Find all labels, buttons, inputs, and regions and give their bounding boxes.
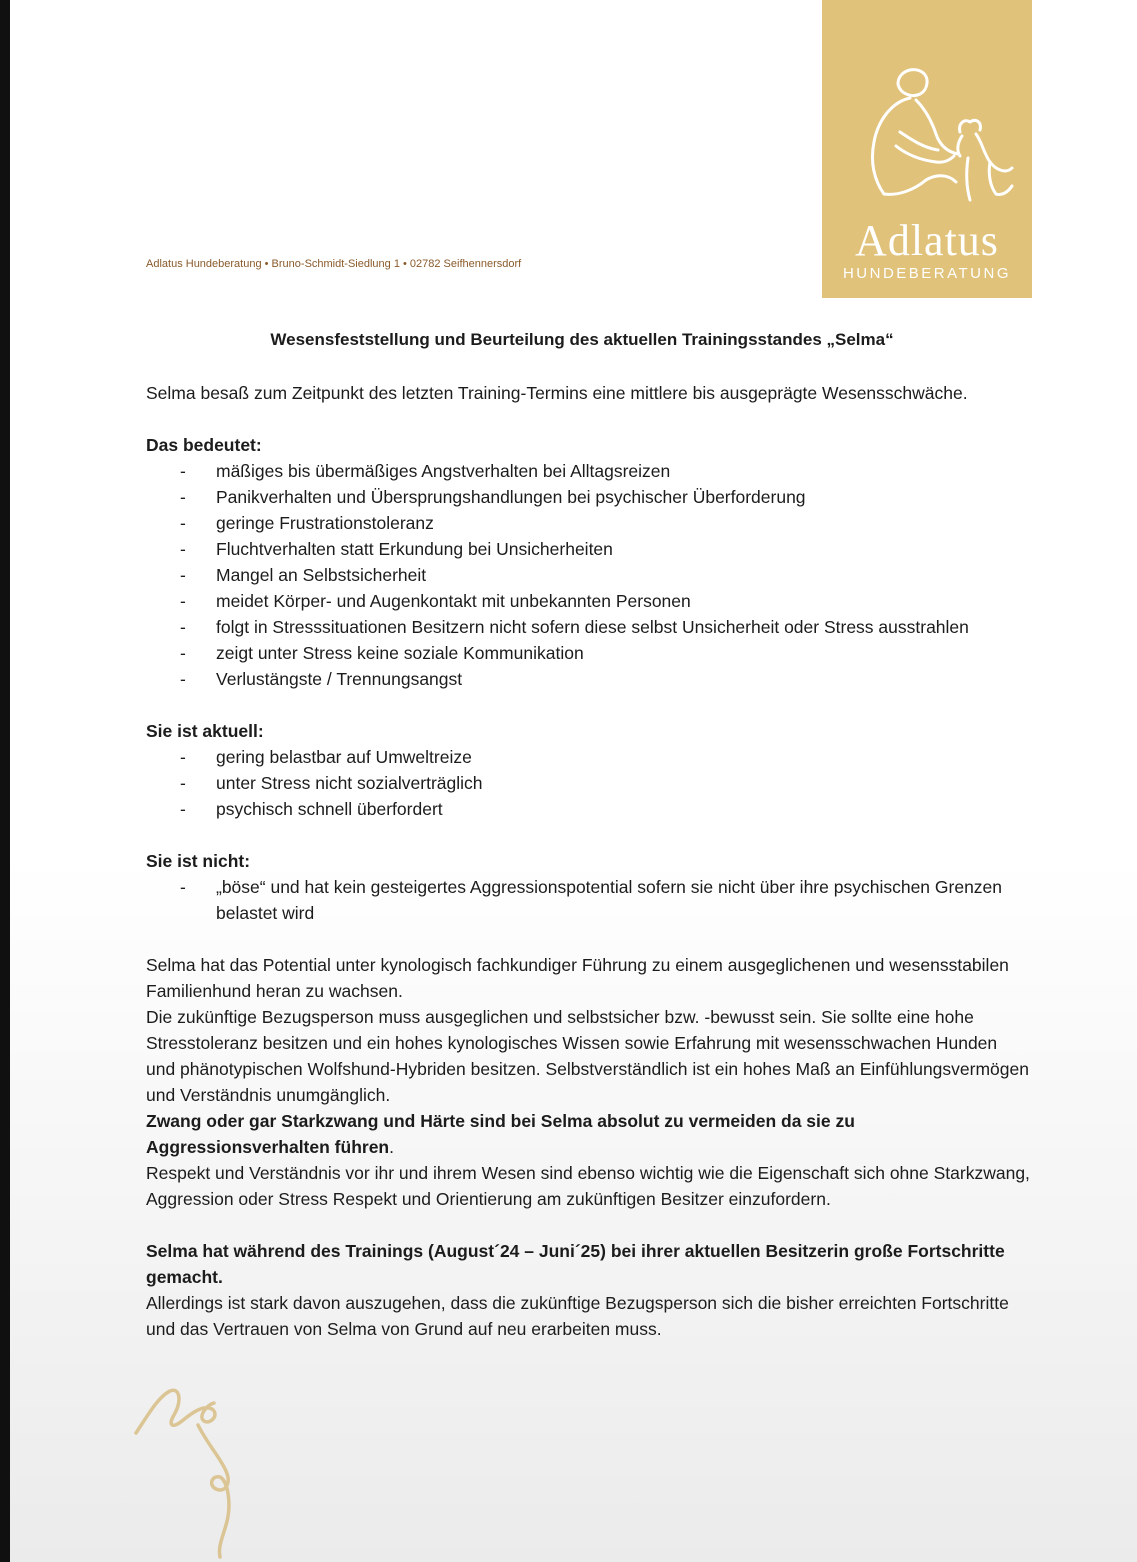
- list-item: - psychisch schnell überfordert: [180, 799, 443, 819]
- section-heading-aktuell: Sie ist aktuell:: [146, 721, 264, 741]
- paragraph-bezugsperson: Die zukünftige Bezugsperson muss ausgeglichen und selbstsicher bzw. -bewusst sein. Sie sollte eine hohe Stresstoleranz besitzen und ein hohes kynologisches Wissen sowie Erfahrung mit wesensschwachen Hunden und phänotypischen Wolfshund-Hybriden besitzen. Selbstverständlich ist ein hohes Maß an Einfühlungsvermögen und Verständnis unumgänglich.: [146, 1007, 1029, 1105]
- list-item: - „böse“ und hat kein gesteigertes Aggressionspotential sofern sie nicht über ihre psychischen Grenzen belastet wird: [180, 877, 1003, 923]
- list-item: - unter Stress nicht sozialverträglich: [180, 773, 483, 793]
- document-title: Wesensfeststellung und Beurteilung des aktuellen Trainingsstandes „Selma“: [270, 330, 894, 349]
- list-item: - gering belastbar auf Umweltreize: [180, 747, 472, 767]
- adlatus-logo: [822, 0, 1032, 298]
- logo-subtitle: HUNDEBERATUNG: [842, 265, 1012, 282]
- list-item: - Panikverhalten und Übersprungshandlungen bei psychischer Überforderung: [180, 487, 806, 507]
- person-with-dog-icon: [840, 62, 1020, 212]
- list-item: - mäßiges bis übermäßiges Angstverhalten bei Alltagsreizen: [180, 461, 671, 481]
- left-edge-bar: [0, 0, 10, 1562]
- handwritten-signature: [128, 1385, 268, 1560]
- logo-name: Adlatus: [855, 216, 999, 265]
- list-item: - zeigt unter Stress keine soziale Kommunikation: [180, 643, 584, 663]
- list-item: - Verlustängste / Trennungsangst: [180, 669, 463, 689]
- list-bedeutet: [146, 458, 1031, 692]
- paragraph-allerdings: Allerdings ist stark davon auszugehen, dass die zukünftige Bezugsperson sich die bisher erreichten Fortschritte und das Vertrauen von Selma von Grund auf neu erarbeiten muss.: [146, 1293, 1009, 1339]
- list-item: - folgt in Stresssituationen Besitzern nicht sofern diese selbst Unsicherheit oder Stress ausstrahlen: [180, 617, 969, 637]
- paragraph-potential: Selma hat das Potential unter kynologisch fachkundiger Führung zu einem ausgeglichenen und wesensstabilen Familienhund heran zu wachsen.: [146, 955, 1009, 1001]
- document-body: [146, 380, 1031, 1342]
- list-item: - geringe Frustrationstoleranz: [180, 513, 434, 533]
- paragraph-respekt: Respekt und Verständnis vor ihr und ihrem Wesen sind ebenso wichtig wie die Eigenschaft sich ohne Starkzwang, Aggression oder Stress Respekt und Orientierung am zukünftigen Besitzer einzufordern.: [146, 1163, 1030, 1209]
- list-nicht: [146, 874, 1031, 926]
- list-item: - meidet Körper- und Augenkontakt mit unbekannten Personen: [180, 591, 691, 611]
- list-item: - Mangel an Selbstsicherheit: [180, 565, 427, 585]
- list-aktuell: [146, 744, 1031, 822]
- list-item: - Fluchtverhalten statt Erkundung bei Unsicherheiten: [180, 539, 613, 559]
- sender-address: Adlatus Hundeberatung • Bruno-Schmidt-Siedlung 1 • 02782 Seifhennersdorf: [146, 258, 522, 270]
- intro-paragraph: Selma besaß zum Zeitpunkt des letzten Training-Termins eine mittlere bis ausgeprägte Wesensschwäche.: [146, 383, 968, 403]
- section-heading-nicht: Sie ist nicht:: [146, 851, 251, 871]
- paragraph-zwang: Zwang oder gar Starkzwang und Härte sind bei Selma absolut zu vermeiden da sie zu Aggressionsverhalten führen.: [146, 1111, 855, 1157]
- section-heading-bedeutet: Das bedeutet:: [146, 435, 262, 455]
- paragraph-fortschritt: Selma hat während des Trainings (August´24 – Juni´25) bei ihrer aktuellen Besitzerin große Fortschritte gemacht.: [146, 1241, 1005, 1287]
